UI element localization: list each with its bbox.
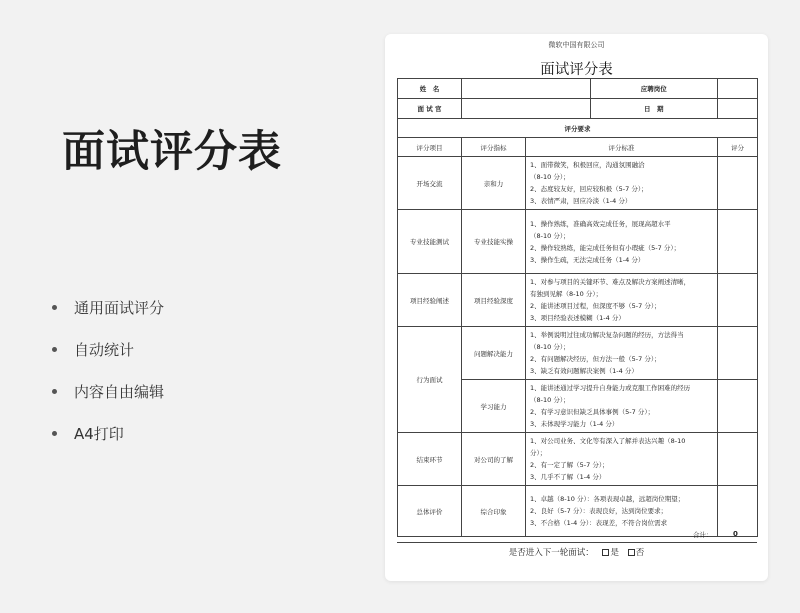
no-label: 否 <box>635 548 645 558</box>
name-field[interactable] <box>462 79 590 98</box>
row-indicator: 问题解决能力 <box>462 327 526 380</box>
row-indicator: 专业技能实操 <box>462 210 526 274</box>
row-standard: 1、面带微笑，积极回应，沟通氛围融洽 （8-10 分）； 2、态度较友好，回应较积极（5-7 分）； 3、表情严肃，回应冷淡（1-4 分） <box>526 157 718 210</box>
divider <box>397 542 757 543</box>
row-item: 专业技能测试 <box>398 210 462 274</box>
feature-item <box>52 370 164 412</box>
total-label: 合计： <box>693 531 713 539</box>
date-label: 日 期 <box>644 105 664 113</box>
column-header: 评分 <box>718 138 758 157</box>
feature-item <box>52 412 164 454</box>
row-indicator: 项目经验深度 <box>462 274 526 327</box>
bullet-dot-icon <box>52 389 57 394</box>
row-item: 总体评价 <box>398 486 462 537</box>
score-cell[interactable] <box>718 210 758 274</box>
table-row <box>398 327 758 380</box>
feature-item <box>52 286 164 328</box>
row-standard: 1、能讲述通过学习提升自身能力或克服工作困难的经历 （8-10 分）； 2、有学习意识但缺乏具体事例（5-7 分）； 3、未体现学习能力（1-4 分） <box>526 380 718 433</box>
form-preview-sheet <box>385 34 768 581</box>
bullet-dot-icon <box>52 305 57 310</box>
feature-label: 自动统计 <box>74 340 135 359</box>
row-indicator: 综合印象 <box>462 486 526 537</box>
feature-label: A4打印 <box>74 424 124 443</box>
next-round-label: 是否进入下一轮面试： <box>508 548 594 558</box>
feature-label: 内容自由编辑 <box>74 382 165 401</box>
table-row <box>398 486 758 537</box>
row-standard: 1、对公司业务、文化等有深入了解并表达兴趣（8-10 分）； 2、有一定了解（5-7 分）； 3、几乎不了解（1-4 分） <box>526 433 718 486</box>
row-standard: 1、卓越（8-10 分）：各项表现卓越，远超岗位期望； 2、良好（5-7 分）：表现良好，达到岗位要求； 3、不合格（1-4 分）：表现差，不符合岗位需求 <box>526 486 718 537</box>
date-field[interactable] <box>718 99 758 119</box>
score-cell[interactable] <box>718 157 758 210</box>
interviewer-label: 面 试 官 <box>398 99 462 119</box>
table-row <box>398 274 758 327</box>
score-cell[interactable] <box>718 380 758 433</box>
row-standard: 1、对参与项目的关键环节、难点及解决方案阐述清晰， 有独到见解（8-10 分）； 2、能讲述项目过程，但深度不够（5-7 分）； 3、项目经验表述模糊（1-4 分） <box>526 274 718 327</box>
row-item: 开场交流 <box>398 157 462 210</box>
feature-label: 通用面试评分 <box>74 298 165 317</box>
row-indicator: 亲和力 <box>462 157 526 210</box>
no-checkbox[interactable] <box>628 549 635 556</box>
row-indicator: 学习能力 <box>462 380 526 433</box>
row-standard: 1、举例说明过往成功解决复杂问题的经历，方法得当 （8-10 分）； 2、有问题解决经历，但方法一般（5-7 分）； 3、缺乏有效问题解决案例（1-4 分） <box>526 327 718 380</box>
bullet-dot-icon <box>52 431 57 436</box>
column-header: 评分项目 <box>398 138 462 157</box>
bullet-dot-icon <box>52 347 57 352</box>
interviewer-field[interactable] <box>462 99 590 118</box>
yes-checkbox[interactable] <box>602 549 609 556</box>
row-item: 结束环节 <box>398 433 462 486</box>
name-label: 姓 名 <box>398 79 462 99</box>
next-round-question <box>385 546 768 558</box>
feature-item <box>52 328 164 370</box>
table-row <box>398 210 758 274</box>
company-name: 微软中国有限公司 <box>548 41 605 49</box>
score-cell[interactable] <box>718 486 758 537</box>
score-cell[interactable] <box>718 327 758 380</box>
column-header: 评分指标 <box>462 138 526 157</box>
position-label: 应聘岗位 <box>640 85 667 93</box>
position-field[interactable] <box>718 79 758 99</box>
row-item: 项目经验阐述 <box>398 274 462 327</box>
row-standard: 1、操作熟练，准确高效完成任务，展现高超水平 （8-10 分）； 2、操作较熟练，能完成任务但有小瑕疵（5-7 分）； 3、操作生疏，无法完成任务（1-4 分） <box>526 210 718 274</box>
row-item: 行为面试 <box>398 327 462 433</box>
yes-label: 是 <box>610 548 619 558</box>
column-header: 评分标准 <box>526 138 718 157</box>
form-title: 面试评分表 <box>540 62 613 78</box>
row-indicator: 对公司的了解 <box>462 433 526 486</box>
total-value: 0 <box>733 530 738 538</box>
feature-list <box>52 286 164 454</box>
score-cell[interactable] <box>718 274 758 327</box>
table-row <box>398 157 758 210</box>
score-cell[interactable] <box>718 433 758 486</box>
table-row <box>398 433 758 486</box>
page-title: 面试评分表 <box>62 127 282 177</box>
requirements-header: 评分要求 <box>398 119 758 138</box>
score-table <box>397 78 758 537</box>
